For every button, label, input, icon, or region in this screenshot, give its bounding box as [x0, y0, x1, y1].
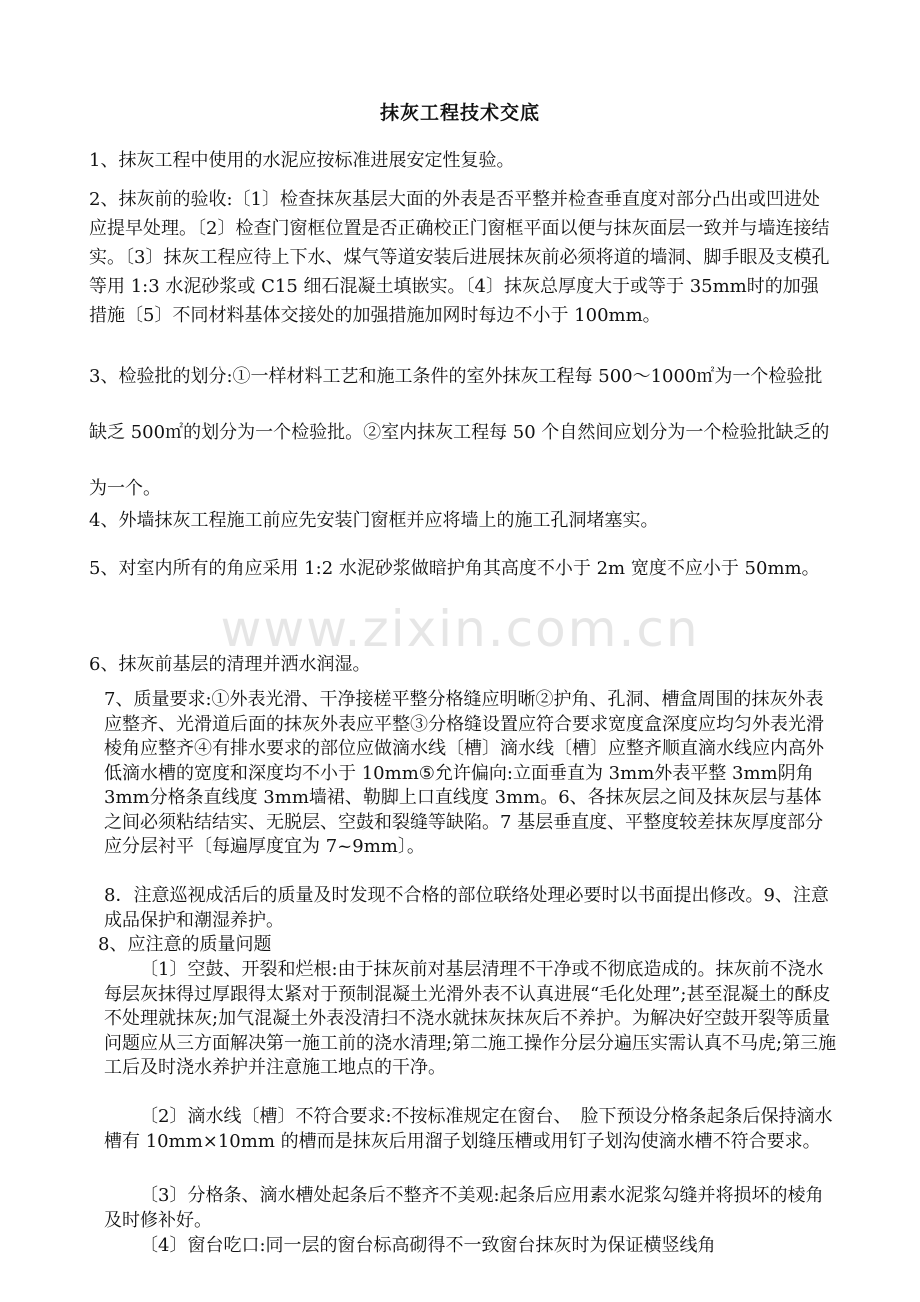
- paragraph-1: 1、抹灰工程中使用的水泥应按标准进展安定性复验。: [89, 150, 515, 171]
- paragraph-5: 5、对室内所有的角应采用 1:2 水泥砂浆做暗护角其高度不小于 2m 宽度不应小于 50mm。: [89, 558, 820, 579]
- issue-item-2: 〔2〕滴水线〔槽〕不符合要求:不按标准规定在窗台、 脸下预设分格条起条后保持滴水槽有 10mm×10mm 的槽而是抹灰后用溜子划缝压槽或用钉子划沟使滴水槽不符合要求。: [104, 1106, 833, 1152]
- document-title: 抹灰工程技术交底: [379, 102, 540, 124]
- paragraph-6: 6、抹灰前基层的清理并洒水润湿。: [89, 654, 371, 675]
- paragraph-4: 4、外墙抹灰工程施工前应先安装门窗框并应将墙上的施工孔洞堵塞实。: [89, 510, 659, 531]
- watermark-text: www.zixin.com.cn: [220, 600, 700, 658]
- section-heading-quality-issues: 8、应注意的质量问题: [98, 934, 272, 955]
- paragraph-8-inspection: 8．注意巡视成活后的质量及时发现不合格的部位联络处理必要时以书面提出修改。9、注意成品保护和潮湿养护。: [104, 885, 829, 931]
- issue-item-3: 〔3〕分格条、滴水槽处起条后不整齐不美观:起条后应用素水泥浆勾缝并将损坏的棱角及时修补好。: [104, 1185, 824, 1231]
- issue-item-4: 〔4〕窗台吃口:同一层的窗台标高砌得不一致窗台抹灰时为保证横竖线角: [140, 1235, 716, 1256]
- paragraph-3: 3、检验批的划分:①一样材料工艺和施工条件的室外抹灰工程每 500～1000㎡为一个检验批缺乏 500㎡的划分为一个检验批。②室内抹灰工程每 50 个自然间应划分为一个检验批缺乏的为一个。: [89, 366, 830, 499]
- paragraph-7-quality: 7、质量要求:①外表光滑、干净接槎平整分格缝应明晰②护角、孔洞、槽盒周围的抹灰外表应整齐、光滑道后面的抹灰外表应平整③分格缝设置应符合要求宽度盒深度应均匀外表光滑棱角应整齐④有排水要求的部位应做滴水线〔槽〕滴水线〔槽〕应整齐顺直滴水线应内高外低滴水槽的宽度和深度均不小于 10mm⑤允许偏向:立面垂直为 3mm外表平整 3mm阴角 3mm分格条直线度 3mm墙裙、勒脚上口直线度 3mm。6、各抹灰层之间及抹灰层与基体之间必须粘结结实、无脱层、空鼓和裂缝等缺陷。7 基层垂直度、平整度较差抹灰厚度部分应分层衬平〔每遍厚度宜为 7~9mm〕。: [104, 689, 824, 857]
- issue-item-1: 〔1〕空鼓、开裂和烂根:由于抹灰前对基层清理不干净或不彻底造成的。抹灰前不浇水每层灰抹得过厚跟得太紧对于预制混凝土光滑外表不认真进展“毛化处理”;甚至混凝土的酥皮不处理就抹灰;加气混凝土外表没清扫不浇水就抹灰抹灰后不养护。为解决好空鼓开裂等质量问题应从三方面解决第一施工前的浇水清理;第二施工操作分层分遍压实需认真不马虎;第三施工后及时浇水养护并注意施工地点的干净。: [104, 959, 837, 1078]
- paragraph-2: 2、抹灰前的验收:〔1〕检查抹灰基层大面的外表是否平整并检查垂直度对部分凸出或凹进处应提早处理。〔2〕检查门窗框位置是否正确校正门窗框平面以便与抹灰面层一致并与墙连接结实。〔3〕抹灰工程应待上下水、煤气等道安装后进展抹灰前必须将道的墙洞、脚手眼及支模孔等用 1:3 水泥砂浆或 C15 细石混凝土填嵌实。〔4〕抹灰总厚度大于或等于 35mm时的加强措施〔5〕不同材料基体交接处的加强措施加网时每边不小于 100mm。: [89, 189, 830, 326]
